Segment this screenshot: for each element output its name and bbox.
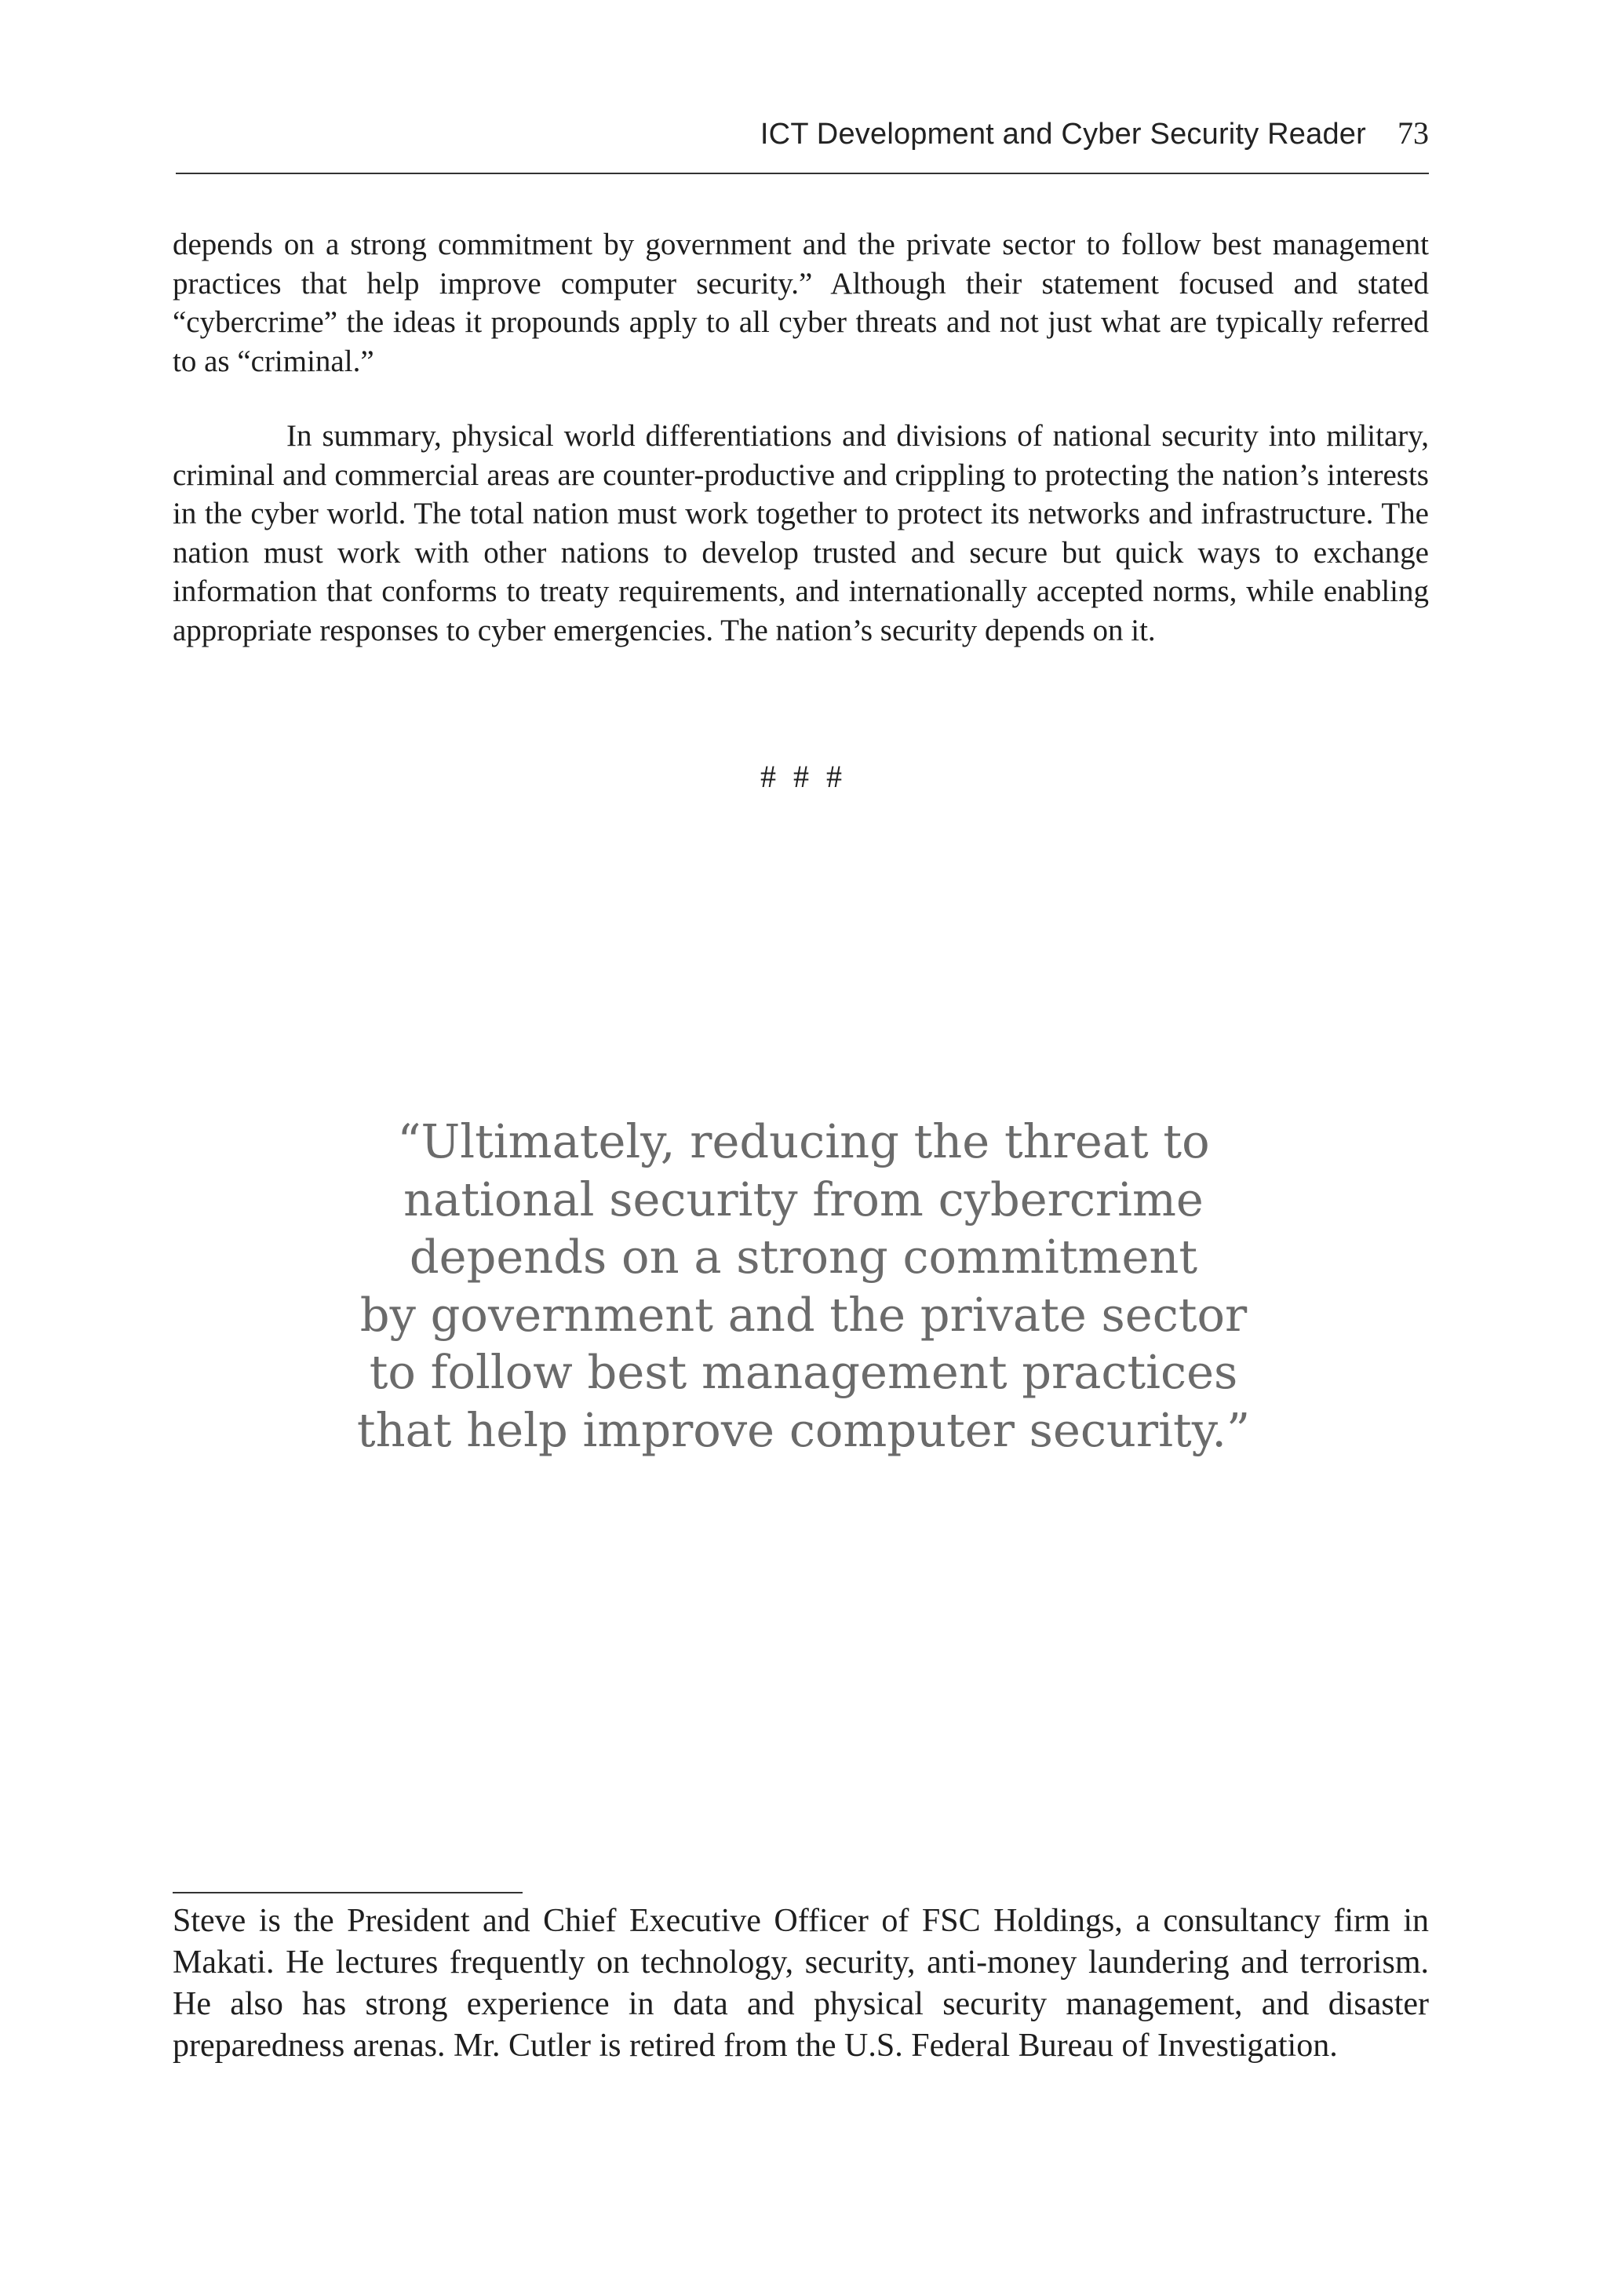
pull-quote — [235, 1113, 1372, 1460]
pull-quote-line: to follow best management practices — [369, 1345, 1238, 1400]
running-header — [176, 115, 1429, 157]
footnote-rule — [173, 1892, 523, 1893]
pull-quote-line: that help improve computer security.” — [356, 1402, 1251, 1457]
header-rule — [176, 173, 1429, 174]
page-number: 73 — [1397, 115, 1429, 151]
author-footnote: Steve is the President and Chief Executive Officer of FSC Holdings, a consultancy firm in Makati. He lectures frequently on technology, security, anti-money laundering and terrorism. He also has strong experience in data and physical security management, and disaster preparedness arenas. Mr. Cutler is retired from the U.S. Federal Bureau of Investigation. — [173, 1903, 1429, 2064]
pull-quote-line: by government and the private sector — [359, 1287, 1248, 1342]
body-paragraph-2: In summary, physical world differentiations and divisions of national security into military, criminal and commercial areas are counter-productive and crippling to protecting the nation’s interests in the cyber world. The total nation must work together to protect its networks and infrastructure. The nation must work with other nations to develop trusted and secure but quick ways to exchange information that conforms to treaty requirements, and internationally accepted norms, while enabling appropriate responses to cyber emergencies. The nation’s security depends on it. — [173, 419, 1429, 647]
pull-quote-line: depends on a strong commitment — [409, 1230, 1198, 1285]
pull-quote-line: national security from cybercrime — [403, 1172, 1204, 1226]
running-header-title: ICT Development and Cyber Security Reader — [760, 118, 1366, 151]
pull-quote-line: “Ultimately, reducing the threat to — [397, 1114, 1210, 1168]
body-paragraph-1: depends on a strong commitment by government and the private sector to follow best management practices that help improve computer security.” Although their statement focused and stated “cybercrime” the ideas it propounds apply to all cyber threats and not just what are typically referred to as “criminal.” — [173, 228, 1429, 378]
section-break: # # # — [760, 759, 847, 794]
